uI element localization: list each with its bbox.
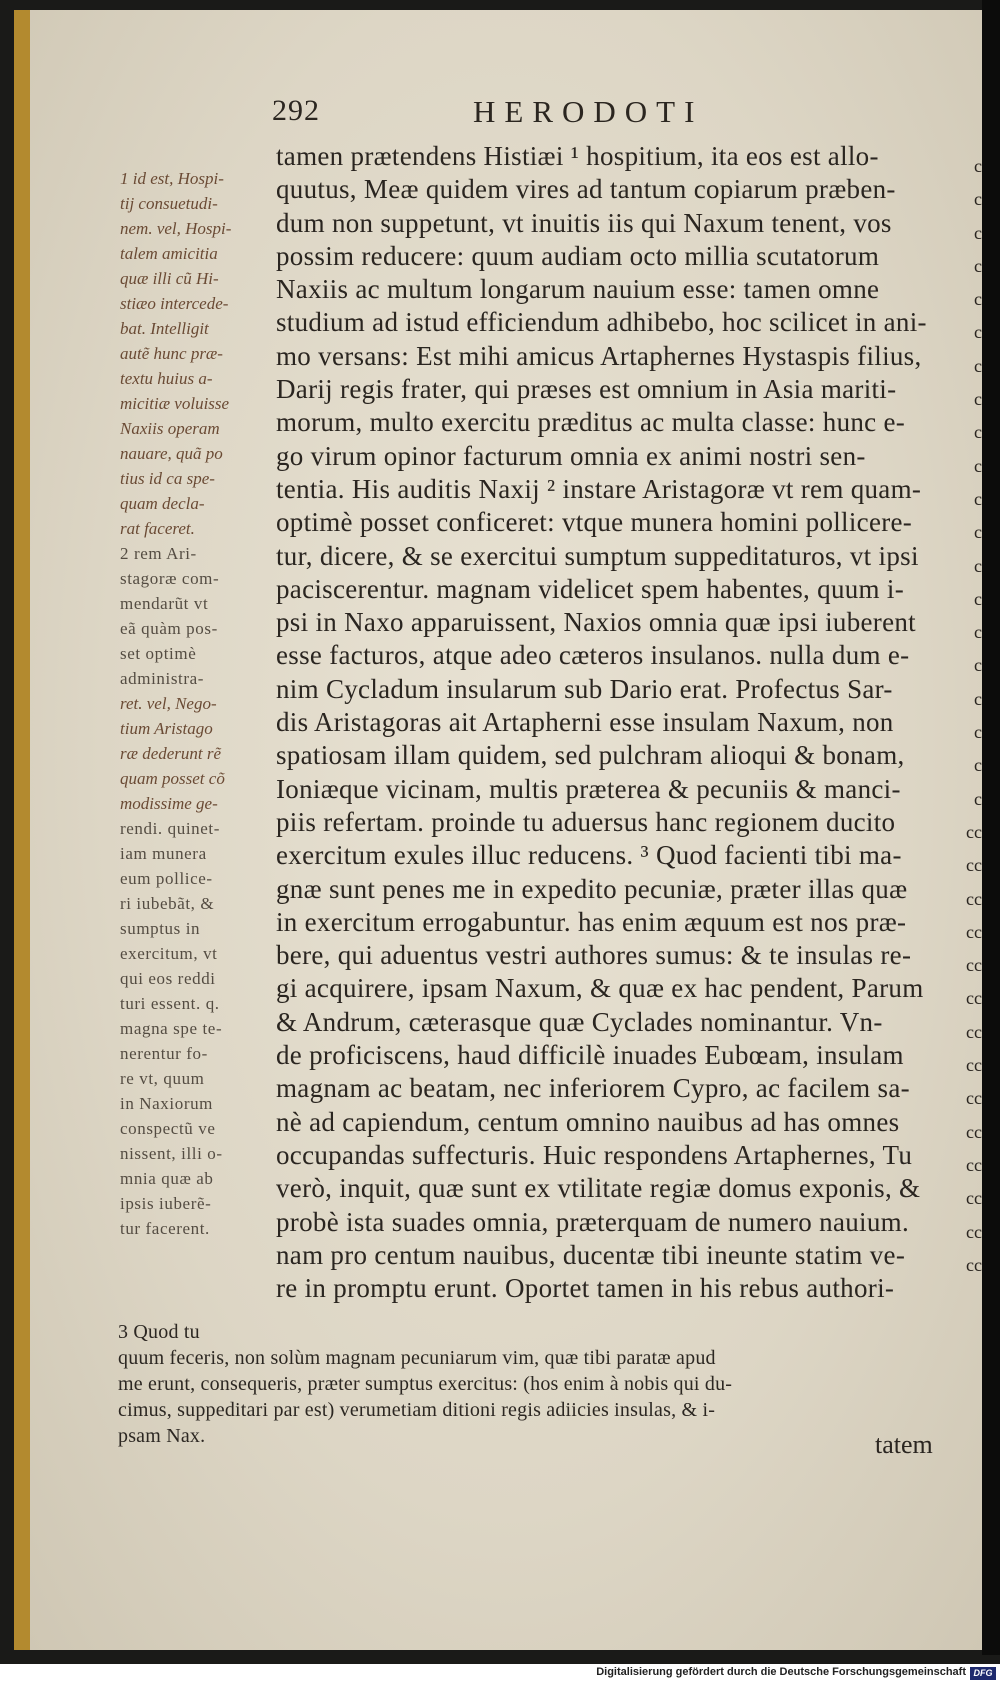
margin-note-line: in Naxiorum	[120, 1094, 214, 1113]
edge-mark: cc	[966, 988, 982, 1009]
catchword: tatem	[875, 1430, 933, 1459]
text-line: tur, dicere, & se exercitui sumptum suppeditaturos, vt ipsi	[276, 540, 919, 571]
edge-mark: cc	[966, 1055, 982, 1076]
digitization-footer	[0, 1664, 1000, 1684]
margin-note-line: ræ dederunt rẽ	[120, 744, 222, 763]
edge-mark: c	[974, 755, 982, 776]
margin-note-line: quam posset cõ	[120, 769, 225, 788]
margin-note-line: tij consuetudi-	[120, 194, 218, 213]
text-line: tentia. His auditis Naxij ² instare Aristagoræ vt rem quam-	[276, 473, 922, 504]
edge-mark: c	[974, 722, 982, 743]
margin-note-line: textu huius a-	[120, 369, 213, 388]
margin-note-line: mnia quæ ab	[120, 1169, 214, 1188]
footnote-line: cimus, suppeditari par est) verumetiam ditioni regis adiicies insulas, & i-	[118, 1399, 716, 1421]
margin-note-line: stagoræ com-	[120, 569, 220, 588]
text-line: paciscerentur. magnam videlicet spem habentes, quum i-	[276, 573, 904, 604]
edge-mark: cc	[966, 1188, 982, 1209]
edge-mark: cc	[966, 1121, 982, 1142]
text-line: tamen prætendens Histiæi ¹ hospitium, ita eos est allo-	[276, 141, 879, 171]
text-line: quutus, Meæ quidem vires ad tantum copiarum præben-	[276, 174, 896, 205]
margin-note-line: sumptus in	[120, 919, 201, 938]
margin-note-line: ret. vel, Nego-	[120, 694, 217, 713]
margin-note-line: 2 rem Ari-	[120, 544, 197, 563]
edge-mark: c	[974, 555, 982, 576]
margin-note-line: ri iubebãt, &	[120, 894, 215, 913]
scan-edge-strip	[982, 0, 1000, 1655]
margin-note-line: nem. vel, Hospi-	[120, 219, 232, 238]
text-line: go virum opinor facturum omnia ex animi nostri sen-	[276, 440, 866, 471]
text-line: morum, multo exercitu præditus ac multa classe: hunc e-	[276, 407, 906, 438]
dfg-logo: DFG	[970, 1667, 996, 1680]
footnote-line: 3 Quod tu	[118, 1321, 200, 1343]
text-line: occupandas suffecturis. Huic respondens Artaphernes, Tu	[276, 1139, 913, 1170]
edge-mark: c	[974, 488, 982, 509]
edge-mark: c	[974, 389, 982, 410]
text-line: de proficiscens, haud difficilè inuades Eubœam, insulam	[276, 1040, 904, 1071]
edge-mark: c	[974, 522, 982, 543]
text-line: Darij regis frater, qui præses est omnium in Asia mariti-	[276, 374, 897, 405]
text-line: optimè posset conficeret: vtque munera homini pollicere-	[276, 507, 913, 538]
margin-note-line: micitiæ voluisse	[120, 394, 230, 413]
margin-note-line: qui eos reddi	[120, 969, 216, 988]
text-line: bere, qui aduentus vestri authores sumus: & te insulas re-	[276, 940, 912, 971]
margin-note-line: talem amicitia	[120, 244, 218, 263]
text-line: exercitum exules illuc reducens. ³ Quod facienti tibi ma-	[276, 840, 902, 871]
edge-mark: cc	[966, 821, 982, 842]
edge-mark: cc	[966, 1254, 982, 1275]
edge-mark: c	[974, 222, 982, 243]
footnote-block	[118, 1319, 978, 1449]
text-line: spatiosam illam quidem, sed pulchram alioqui & bonam,	[276, 740, 905, 771]
text-line: psi in Naxo apparuissent, Naxios omnia quæ ipsi iuberent	[276, 607, 916, 638]
text-line: piis refertam. proinde tu aduersus hanc regionem ducito	[276, 806, 896, 837]
text-line: verò, inquit, quæ sunt ex vtilitate regiæ domus exponis, &	[276, 1173, 921, 1204]
margin-notes	[120, 166, 270, 1241]
text-line: possim reducere: quum audiam octo millia scutatorum	[276, 240, 880, 271]
margin-note-line: modissime ge-	[120, 794, 218, 813]
edge-mark: c	[974, 622, 982, 643]
margin-note-line: re vt, quum	[120, 1069, 205, 1088]
edge-mark: c	[974, 655, 982, 676]
text-line: mo versans: Est mihi amicus Artaphernes Hystaspis filius,	[276, 340, 922, 371]
margin-note-line: turi essent. q.	[120, 994, 220, 1013]
text-line: dis Aristagoras ait Artapherni esse insulam Naxum, non	[276, 707, 894, 738]
text-line: probè ista suades omnia, præterquam de numero nauium.	[276, 1206, 909, 1237]
footnote-line: quum feceris, non solùm magnam pecuniarum vim, quæ tibi paratæ apud	[118, 1347, 716, 1369]
text-line: nim Cycladum insularum sub Dario erat. Profectus Sar-	[276, 673, 893, 704]
edge-mark: cc	[966, 1021, 982, 1042]
text-line: & Andrum, cæterasque quæ Cyclades nominantur. Vn-	[276, 1006, 883, 1037]
text-line: esse facturos, atque adeo cæteros insulanos. nulla dum e-	[276, 640, 910, 671]
page-number: 292	[272, 94, 320, 127]
margin-note-line: administra-	[120, 669, 205, 688]
margin-note-line: iam munera	[120, 844, 207, 863]
margin-note-line: ipsis iuberẽ-	[120, 1194, 212, 1213]
margin-note-line: eum pollice-	[120, 869, 213, 888]
margin-note-line: rendi. quinet-	[120, 819, 220, 838]
margin-note-line: tur facerent.	[120, 1219, 210, 1238]
edge-mark: cc	[966, 1221, 982, 1242]
page-header	[0, 94, 1000, 136]
edge-mark: c	[974, 289, 982, 310]
margin-note-line: tium Aristago	[120, 719, 213, 738]
footer-credit-text: Digitalisierung gefördert durch die Deutsche Forschungsgemeinschaft	[596, 1666, 966, 1678]
edge-mark: c	[974, 156, 982, 176]
margin-note-line: conspectũ ve	[120, 1119, 216, 1138]
text-line: nam pro centum nauibus, ducentæ tibi ineunte statim ve-	[276, 1239, 906, 1270]
edge-mark: c	[974, 255, 982, 276]
margin-note-line: set optimè	[120, 644, 197, 663]
margin-note-line: eã quàm pos-	[120, 619, 218, 638]
quotation-edge-marks	[958, 150, 982, 1282]
text-line: gi acquirere, ipsam Naxum, & quæ ex hac pendent, Parum	[276, 973, 924, 1004]
text-line: Naxiis ac multum longarum nauium esse: tamen omne	[276, 274, 880, 305]
margin-note-line: nerentur fo-	[120, 1044, 208, 1063]
margin-note-line: mendarũt vt	[120, 594, 209, 613]
margin-note-line: autẽ hunc præ-	[120, 344, 223, 363]
edge-mark: cc	[966, 888, 982, 909]
text-line: re in promptu erunt. Oportet tamen in his rebus authori-	[276, 1273, 895, 1304]
text-line: dum non suppetunt, vt inuitis iis qui Naxum tenent, vos	[276, 207, 892, 238]
edge-mark: cc	[966, 1088, 982, 1109]
margin-note-line: tius id ca spe-	[120, 469, 215, 488]
edge-mark: c	[974, 422, 982, 443]
text-line: in exercitum errogabuntur. has enim æquum est nos præ-	[276, 906, 907, 937]
footnote-line: me erunt, consequeris, præter sumptus exercitus: (hos enim à nobis qui du-	[118, 1373, 733, 1395]
edge-mark: cc	[966, 855, 982, 876]
margin-note-line: 1 id est, Hospi-	[120, 169, 224, 188]
margin-note-line: bat. Intelligit	[120, 319, 209, 338]
margin-note-line: Naxiis operam	[120, 419, 220, 438]
margin-note-line: exercitum, vt	[120, 944, 218, 963]
edge-mark: cc	[966, 921, 982, 942]
margin-note-line: quam decla-	[120, 494, 205, 513]
margin-note-line: quæ illi cũ Hi-	[120, 269, 219, 288]
footnote-line: psam Nax.	[118, 1425, 206, 1447]
edge-mark: c	[974, 355, 982, 376]
text-line: Ioniæque vicinam, multis præterea & pecuniis & manci-	[276, 773, 901, 804]
text-line: magnam ac beatam, nec inferiorem Cypro, ac facilem sa-	[276, 1073, 910, 1104]
edge-mark: c	[974, 688, 982, 709]
margin-note-line: magna spe te-	[120, 1019, 223, 1038]
margin-note-line: rat faceret.	[120, 519, 195, 538]
margin-note-line: nissent, illi o-	[120, 1144, 223, 1163]
margin-note-line: nauare, quã po	[120, 444, 223, 463]
text-line: studium ad istud efficiendum adhibebo, hoc scilicet in ani-	[276, 307, 927, 338]
edge-mark: c	[974, 189, 982, 210]
edge-mark: c	[974, 588, 982, 609]
margin-note-line: stiæo intercede-	[120, 294, 229, 313]
edge-mark: cc	[966, 1154, 982, 1175]
text-line: gnæ sunt penes me in expedito pecuniæ, præter illas quæ	[276, 873, 908, 904]
main-text-column	[276, 140, 976, 1305]
edge-mark: c	[974, 788, 982, 809]
edge-mark: cc	[966, 955, 982, 976]
running-head: HERODOTI	[473, 94, 704, 129]
edge-mark: c	[974, 455, 982, 476]
text-line: nè ad capiendum, centum omnino nauibus ad has omnes	[276, 1106, 900, 1137]
edge-mark: c	[974, 322, 982, 343]
